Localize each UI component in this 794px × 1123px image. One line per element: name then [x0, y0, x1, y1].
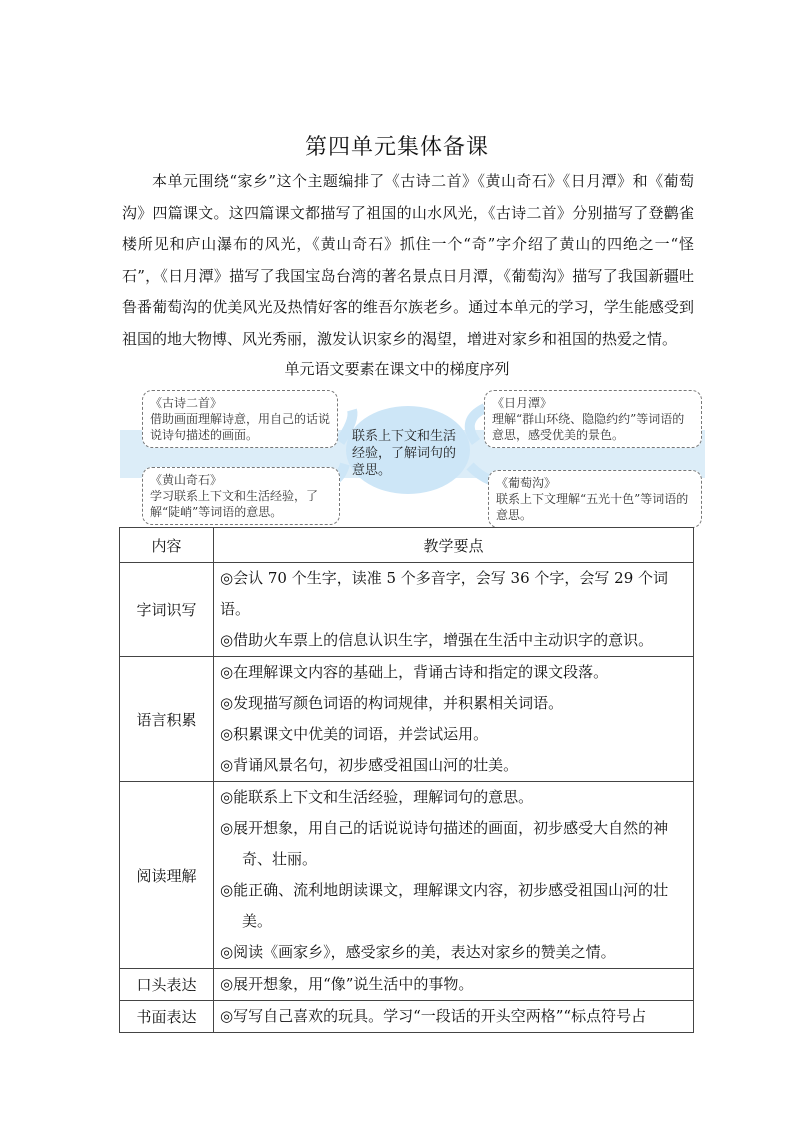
row-points	[214, 1001, 694, 1033]
gradient-diagram	[120, 380, 705, 525]
point-item: ◎阅读《画家乡》，感受家乡的美，表达对家乡的赞美之情。	[220, 943, 616, 961]
point-item: ◎发现描写颜色词语的构词规律，并积累相关词语。	[220, 694, 564, 712]
row-points	[214, 657, 694, 782]
center-element-text: 联系上下文和生活经验，了解词句的意思。	[352, 429, 457, 478]
point-item: ◎积累课文中优美的词语，并尝试运用。	[220, 725, 489, 743]
card-gushi	[142, 390, 338, 448]
row-category: 字词识写	[120, 563, 214, 657]
card-gushi-text: 借助画面理解诗意，用自己的话说说诗句描述的画面。	[150, 412, 331, 442]
point-item: ◎能正确、流利地朗读课文，理解课文内容，初步感受祖国山河的壮美。	[220, 881, 669, 930]
row-points	[214, 563, 694, 657]
row-points	[214, 782, 694, 969]
row-category: 口头表达	[120, 969, 214, 1001]
card-huangshan-text: 学习联系上下文和生活经验，了解“陡峭”等词语的意思。	[150, 489, 319, 519]
point-item: ◎背诵风景名句，初步感受祖国山河的壮美。	[220, 756, 519, 774]
diagram-title: 单元语文要素在课文中的梯度序列	[284, 360, 510, 378]
point-item: ◎借助火车票上的信息认识生字，增强在生活中主动识字的意识。	[220, 631, 654, 649]
point-item: ◎会认 70 个生字，读准 5 个多音字，会写 36 个字，会写 29 个词语。	[220, 569, 669, 618]
point-item: ◎在理解课文内容的基础上，背诵古诗和指定的课文段落。	[220, 663, 609, 681]
card-gushi-title: 《古诗二首》	[150, 396, 223, 410]
table-row	[120, 969, 694, 1001]
point-item: ◎能联系上下文和生活经验，理解词句的意思。	[220, 788, 534, 806]
card-putaogou	[488, 470, 702, 528]
row-category: 阅读理解	[120, 782, 214, 969]
page-title: 第四单元集体备课	[304, 135, 489, 160]
card-riyuetan-text: 理解“群山环绕、隐隐约约”等词语的意思，感受优美的景色。	[492, 412, 685, 442]
point-item: ◎写写自己喜欢的玩具。学习“一段话的开头空两格”“标点符号占	[220, 1007, 647, 1025]
table-row	[120, 1001, 694, 1033]
table-row	[120, 563, 694, 657]
card-huangshan-title: 《黄山奇石》	[150, 473, 223, 487]
point-item: ◎展开想象，用“像”说生活中的事物。	[220, 975, 474, 993]
row-category: 书面表达	[120, 1001, 214, 1033]
card-riyuetan-title: 《日月潭》	[492, 396, 553, 410]
header-key-points: 教学要点	[214, 528, 694, 563]
card-huangshan	[142, 467, 340, 525]
intro-paragraph: 本单元围绕“家乡”这个主题编排了《古诗二首》《黄山奇石》《日月潭》和《葡萄沟》四篇课文。这四篇课文都描写了祖国的山水风光，《古诗二首》分别描写了登鹳雀楼所见和庐山瀑布的风光，《黄山奇石》抓住一个“奇”字介绍了黄山的四绝之一“怪石”，《日月潭》描写了我国宝岛台湾的著名景点日月潭，《葡萄沟》描写了我国新疆吐鲁番葡萄沟的优美风光及热情好客的维吾尔族老乡。通过本单元的学习，学生能感受到祖国的地大物博、风光秀丽，激发认识家乡的渴望，增进对家乡和祖国的热爱之情。	[122, 172, 694, 348]
card-riyuetan	[484, 390, 702, 448]
table-row	[120, 782, 694, 969]
point-item: ◎展开想象，用自己的话说说诗句描述的画面，初步感受大自然的神奇、壮丽。	[220, 819, 669, 868]
table-header-row	[120, 528, 694, 563]
card-putaogou-text: 联系上下文理解“五光十色”等词语的意思。	[496, 492, 689, 522]
row-category: 语言积累	[120, 657, 214, 782]
card-putaogou-title: 《葡萄沟》	[496, 476, 557, 490]
teaching-points-table	[119, 527, 694, 1033]
header-content: 内容	[120, 528, 214, 563]
row-points	[214, 969, 694, 1001]
table-row	[120, 657, 694, 782]
